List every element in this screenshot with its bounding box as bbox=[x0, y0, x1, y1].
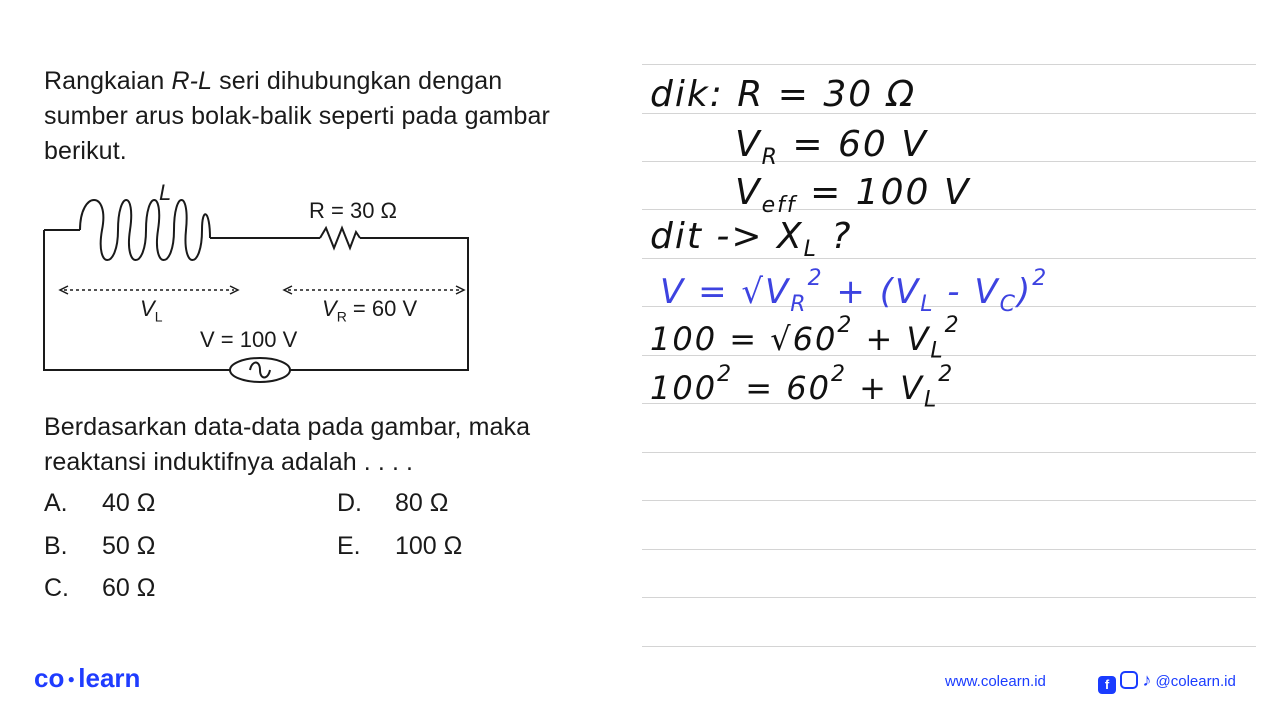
inductor-label: L bbox=[159, 180, 172, 205]
option-letter: A. bbox=[44, 489, 68, 517]
hw-text: + V bbox=[853, 320, 931, 358]
resistor-zigzag bbox=[320, 228, 360, 248]
hw-text: + (V bbox=[823, 272, 921, 312]
hw-text: ? bbox=[817, 216, 853, 257]
instagram-icon[interactable] bbox=[1120, 671, 1138, 689]
hw-subscript: L bbox=[930, 338, 945, 364]
facebook-icon[interactable]: f bbox=[1098, 676, 1116, 694]
hw-text: V bbox=[735, 172, 762, 213]
logo-part: learn bbox=[78, 663, 141, 693]
resistor-label: R = 30 Ω bbox=[309, 198, 397, 223]
vl-subscript: L bbox=[154, 308, 163, 325]
ruled-line bbox=[642, 64, 1256, 65]
hw-given-r: dik: R = 30 Ω bbox=[650, 74, 917, 115]
hw-text: V = √V bbox=[660, 272, 791, 312]
hw-superscript: 2 bbox=[830, 362, 847, 387]
option-d[interactable] bbox=[337, 489, 448, 518]
hw-text: 100 = √60 bbox=[650, 320, 838, 358]
hw-text: - V bbox=[934, 272, 1000, 312]
hw-text: = 100 V bbox=[796, 172, 971, 213]
vr-label bbox=[322, 296, 417, 324]
hw-text: 100 bbox=[650, 369, 718, 407]
hw-subscript: L bbox=[803, 237, 818, 263]
ruled-line bbox=[642, 500, 1256, 501]
hw-text: V bbox=[735, 124, 762, 165]
hw-text: dit -> X bbox=[650, 216, 804, 257]
vr-subscript: R bbox=[336, 308, 347, 325]
hw-substitution bbox=[650, 313, 961, 363]
website-link[interactable]: www.colearn.id bbox=[945, 673, 1046, 690]
hw-subscript: C bbox=[999, 291, 1018, 317]
question-prompt bbox=[44, 410, 614, 480]
option-letter: B. bbox=[44, 532, 68, 560]
hw-subscript: L bbox=[924, 387, 939, 413]
hw-asked bbox=[650, 216, 853, 262]
option-letter: E. bbox=[337, 532, 361, 560]
vr-symbol: V bbox=[322, 296, 337, 321]
hw-superscript: 2 bbox=[944, 313, 961, 338]
hw-subscript: eff bbox=[761, 193, 797, 219]
hw-text: ) bbox=[1017, 272, 1033, 312]
option-value: 60 Ω bbox=[102, 574, 156, 602]
option-c[interactable] bbox=[44, 574, 155, 603]
hw-subscript: R bbox=[790, 291, 808, 317]
hw-subscript: L bbox=[920, 291, 935, 317]
question-line: berikut. bbox=[44, 137, 127, 165]
source-label: V = 100 V bbox=[200, 327, 298, 352]
inductor-coil bbox=[80, 200, 210, 260]
hw-given-vr bbox=[735, 124, 928, 170]
hw-subscript: R bbox=[761, 145, 779, 171]
logo-part: co bbox=[34, 663, 65, 693]
vr-value: = 60 V bbox=[346, 296, 418, 321]
hw-superscript: 2 bbox=[938, 362, 955, 387]
prompt-line: reaktansi induktifnya adalah . . . . bbox=[44, 448, 414, 476]
hw-given-veff bbox=[735, 172, 971, 218]
hw-formula bbox=[660, 266, 1048, 317]
option-value: 50 Ω bbox=[102, 532, 156, 560]
ruled-line bbox=[642, 549, 1256, 550]
question-text bbox=[44, 64, 614, 169]
hw-text: = 60 V bbox=[778, 124, 928, 165]
option-b[interactable] bbox=[44, 532, 155, 561]
vl-symbol: V bbox=[140, 296, 155, 321]
hw-squared bbox=[650, 362, 954, 412]
tiktok-icon[interactable]: ♪ bbox=[1142, 670, 1152, 690]
ruled-line bbox=[642, 597, 1256, 598]
option-value: 40 Ω bbox=[102, 489, 156, 517]
option-letter: C. bbox=[44, 574, 69, 602]
ruled-line bbox=[642, 646, 1256, 647]
hw-superscript: 2 bbox=[1032, 266, 1049, 291]
option-a[interactable] bbox=[44, 489, 155, 518]
option-e[interactable] bbox=[337, 532, 462, 561]
question-line: seri dihubungkan dengan bbox=[212, 67, 503, 95]
social-links bbox=[1098, 670, 1236, 694]
logo-dot: ● bbox=[64, 672, 79, 686]
hw-superscript: 2 bbox=[717, 362, 734, 387]
question-line: Rangkaian bbox=[44, 67, 172, 95]
ruled-line bbox=[642, 452, 1256, 453]
option-value: 100 Ω bbox=[395, 532, 463, 560]
hw-superscript: 2 bbox=[837, 313, 854, 338]
hw-text: = 60 bbox=[733, 369, 831, 407]
vl-label bbox=[140, 296, 162, 324]
question-line: sumber arus bolak-balik seperti pada gambar bbox=[44, 102, 550, 130]
option-letter: D. bbox=[337, 489, 362, 517]
social-handle[interactable]: @colearn.id bbox=[1155, 673, 1236, 690]
hw-superscript: 2 bbox=[807, 266, 824, 291]
prompt-line: Berdasarkan data-data pada gambar, maka bbox=[44, 413, 531, 441]
colearn-logo[interactable] bbox=[34, 663, 140, 694]
option-value: 80 Ω bbox=[395, 489, 449, 517]
question-variable: R-L bbox=[171, 67, 213, 95]
hw-text: + V bbox=[846, 369, 924, 407]
